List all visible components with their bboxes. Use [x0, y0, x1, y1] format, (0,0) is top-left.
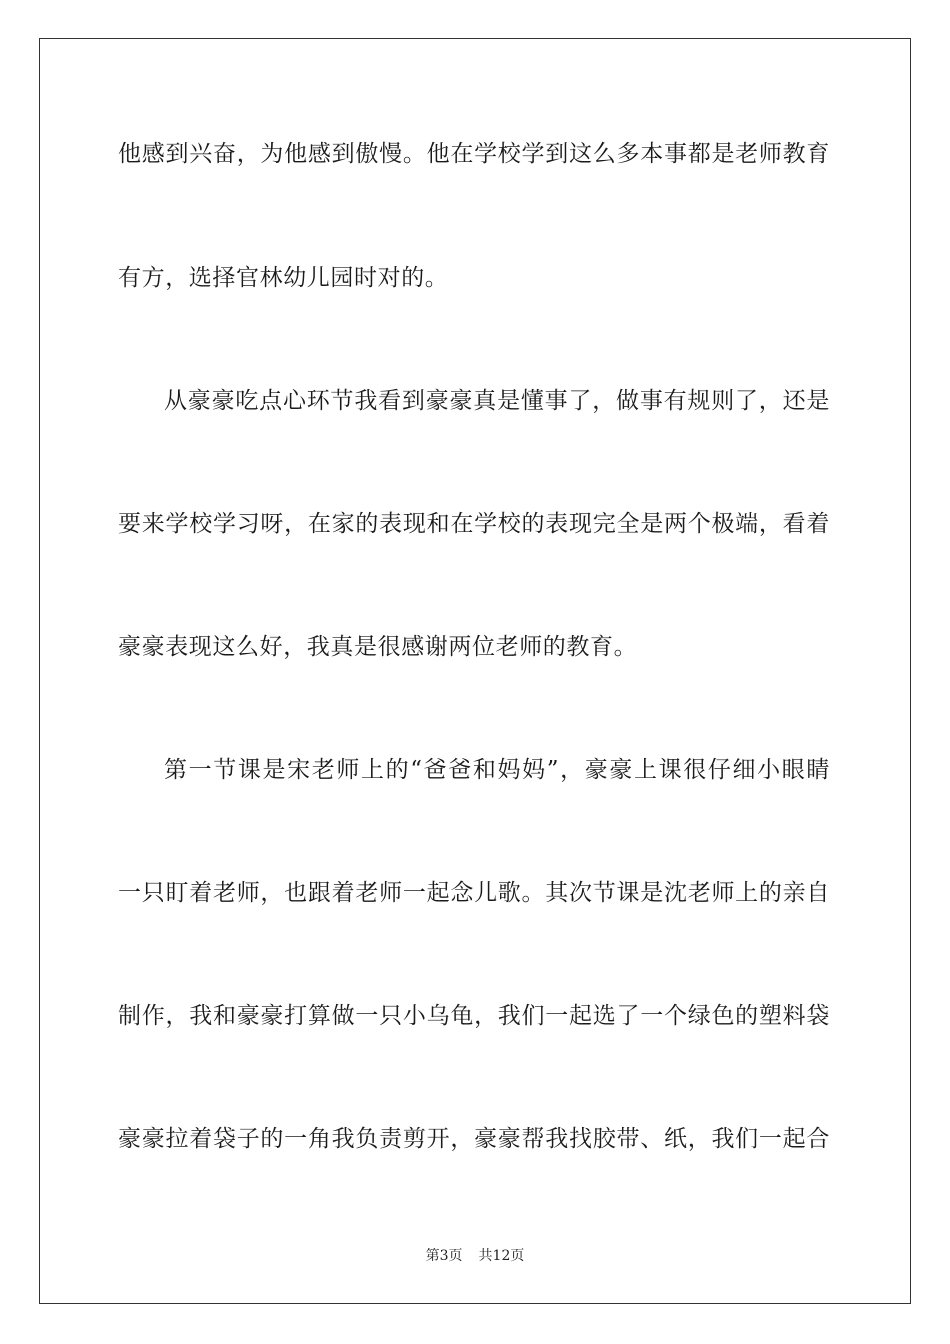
paragraph-line-3: 从豪豪吃点心环节我看到豪豪真是懂事了，做事有规则了，还是: [164, 388, 830, 414]
page-number: 第3页: [425, 1248, 463, 1264]
paragraph-line-5: 豪豪表现这么好，我真是很感谢两位老师的教育。: [118, 634, 638, 660]
page-footer: [0, 1247, 950, 1265]
paragraph-line-4: 要来学校学习呀，在家的表现和在学校的表现完全是两个极端，看着: [118, 511, 830, 537]
paragraph-line-2: 有方，选择官林幼儿园时对的。: [118, 265, 449, 291]
page-border: [39, 38, 911, 1304]
paragraph-line-7: 一只盯着老师，也跟着老师一起念儿歌。其次节课是沈老师上的亲自: [118, 880, 830, 906]
paragraph-line-9: 豪豪拉着袋子的一角我负责剪开，豪豪帮我找胶带、纸，我们一起合: [118, 1126, 830, 1152]
total-pages: 共12页: [478, 1248, 525, 1264]
paragraph-line-1: 他感到兴奋，为他感到傲慢。他在学校学到这么多本事都是老师教育: [118, 141, 830, 167]
paragraph-line-6: 第一节课是宋老师上的“爸爸和妈妈”，豪豪上课很仔细小眼睛: [164, 757, 830, 783]
paragraph-line-8: 制作，我和豪豪打算做一只小乌龟，我们一起选了一个绿色的塑料袋: [118, 1003, 830, 1029]
